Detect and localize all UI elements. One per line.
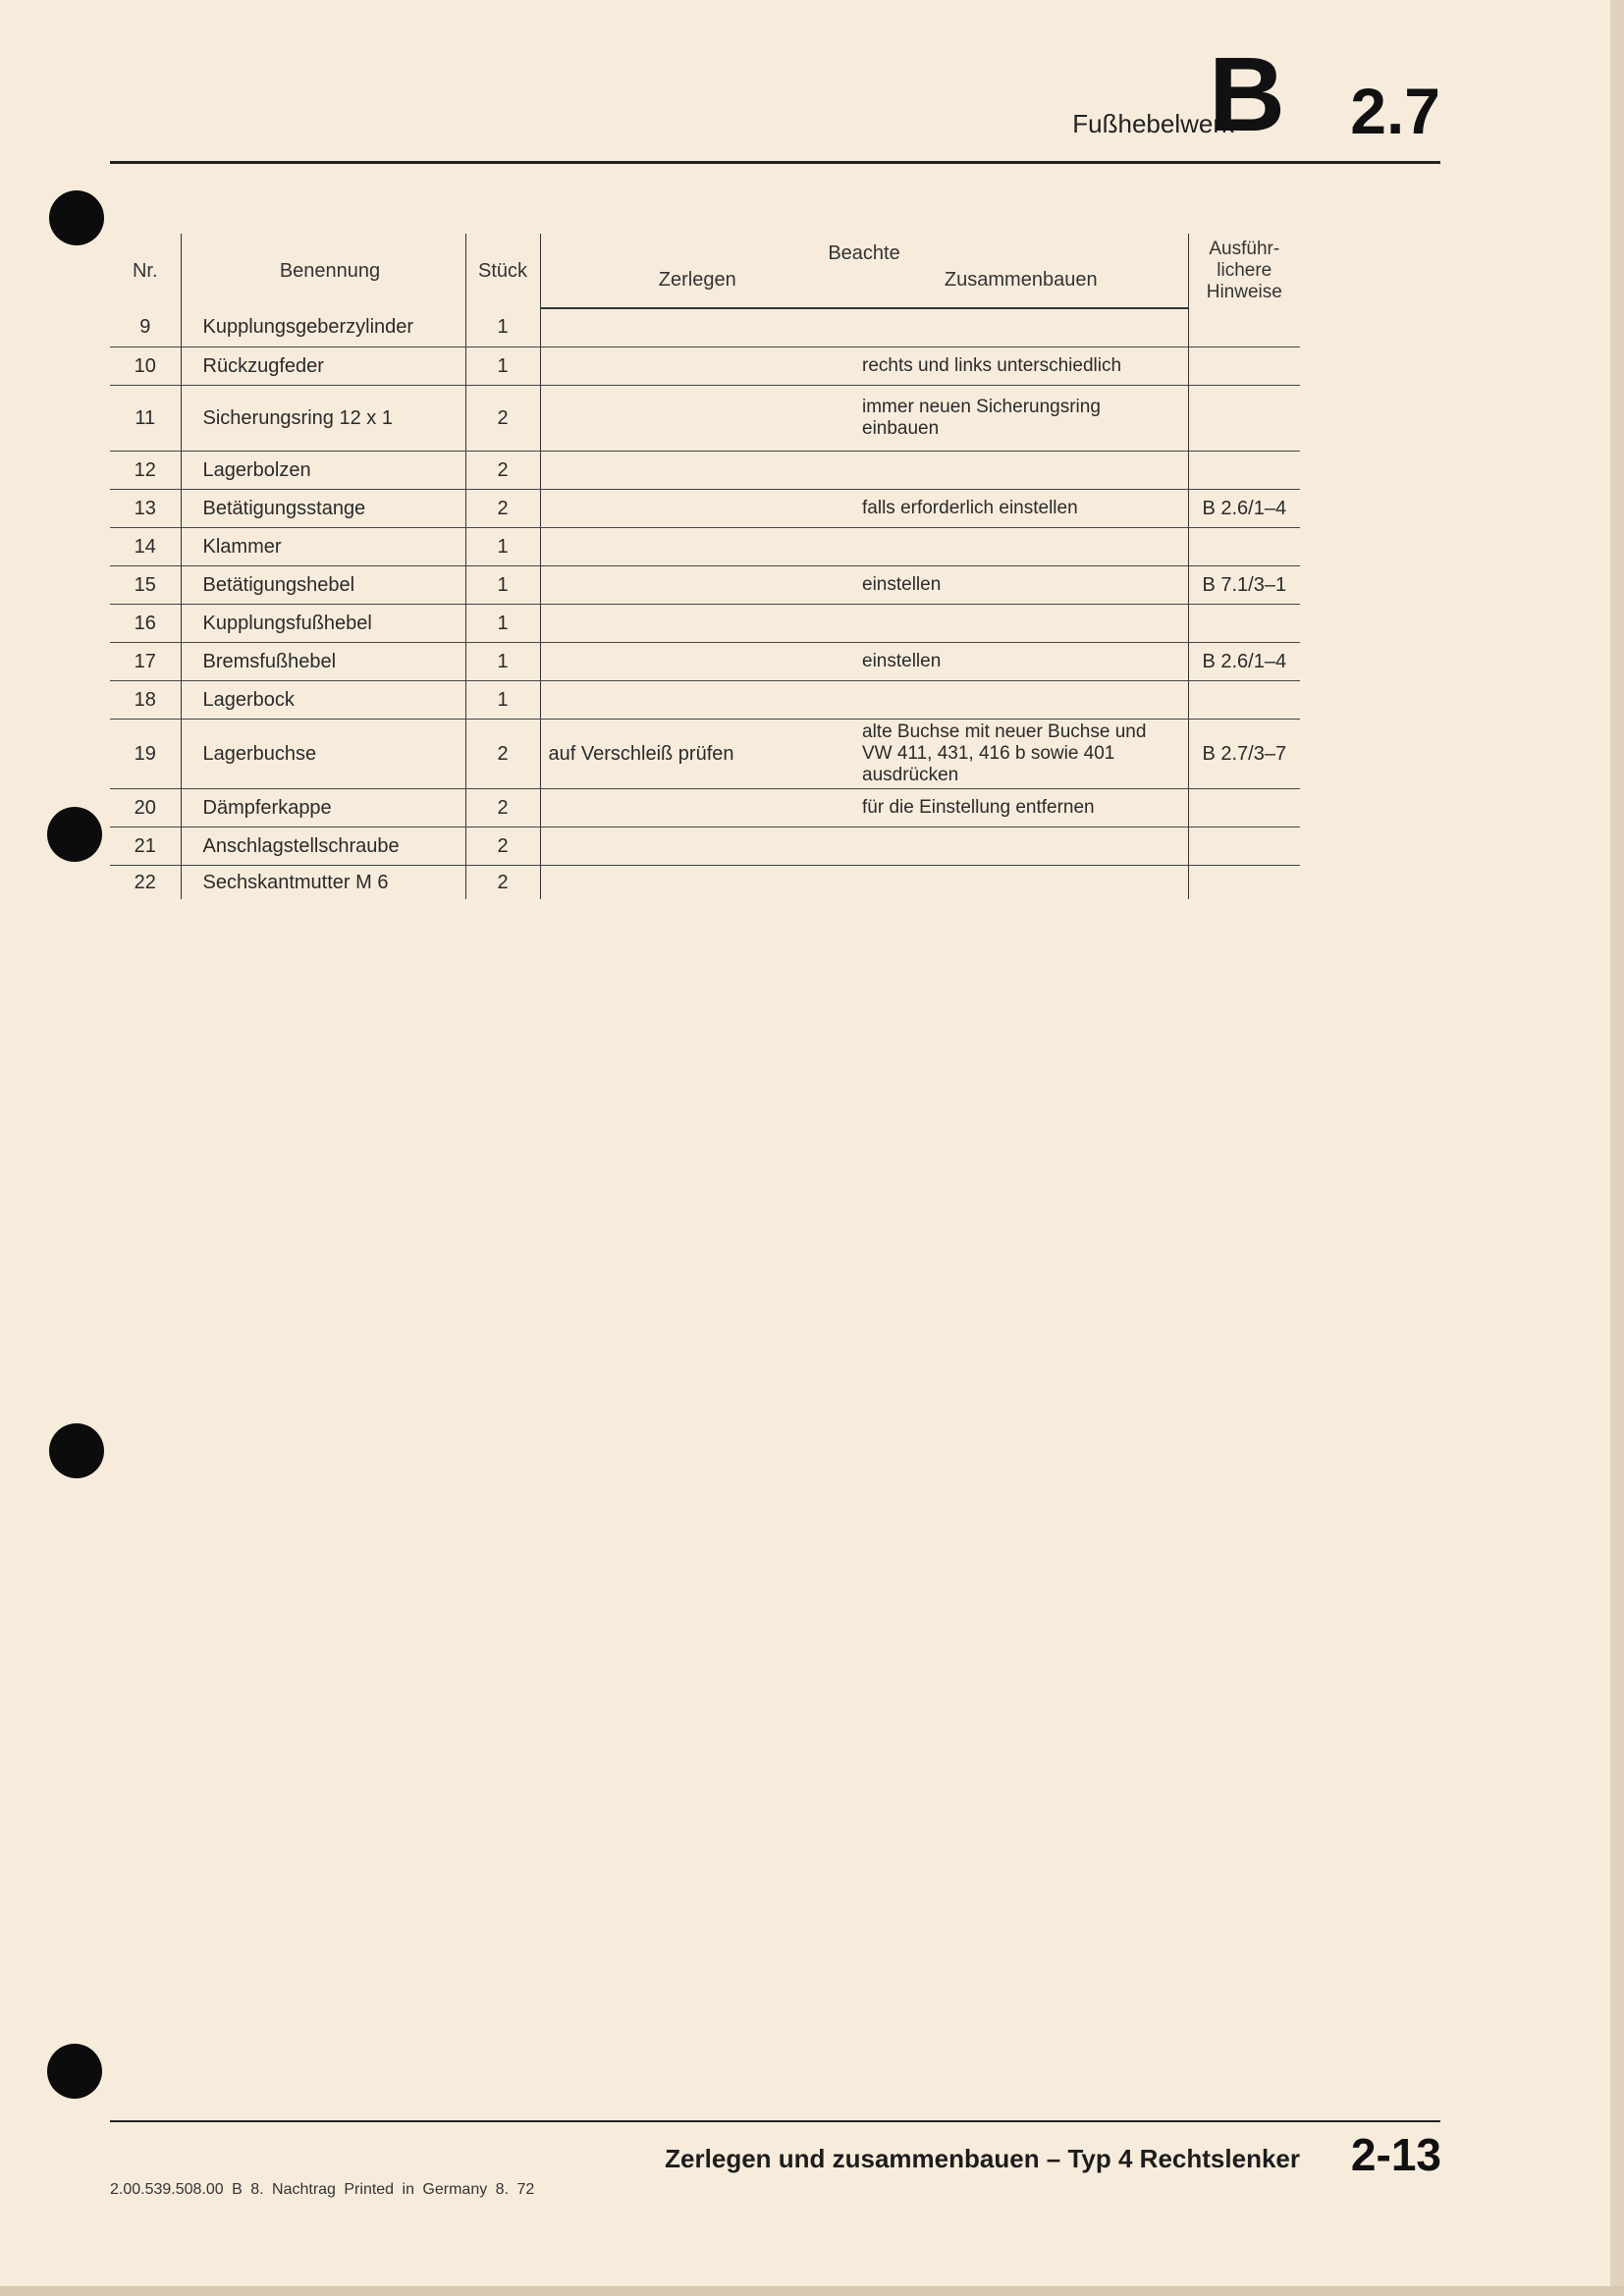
cell-qty: 2 — [465, 490, 540, 528]
cell-hinweise — [1188, 528, 1300, 566]
cell-hinweise — [1188, 681, 1300, 720]
column-header-name: Benennung — [181, 234, 465, 308]
cell-nr: 20 — [110, 789, 181, 828]
cell-nr: 13 — [110, 490, 181, 528]
cell-qty: 2 — [465, 386, 540, 452]
column-header-qty: Stück — [465, 234, 540, 308]
cell-zerlegen — [540, 452, 854, 490]
parts-table — [110, 234, 1300, 899]
cell-hinweise — [1188, 789, 1300, 828]
cell-nr: 18 — [110, 681, 181, 720]
cell-zusammenbauen — [854, 452, 1188, 490]
cell-nr: 16 — [110, 605, 181, 643]
cell-zerlegen — [540, 566, 854, 605]
table-row — [110, 452, 1300, 490]
punch-hole — [49, 190, 104, 245]
cell-hinweise — [1188, 347, 1300, 386]
cell-name: Sicherungsring 12 x 1 — [181, 386, 465, 452]
cell-nr: 19 — [110, 720, 181, 789]
footer-title: Zerlegen und zusammenbauen – Typ 4 Rechtslenker — [665, 2144, 1300, 2173]
cell-qty: 2 — [465, 789, 540, 828]
cell-name: Bremsfußhebel — [181, 643, 465, 681]
punch-hole — [49, 1423, 104, 1478]
footer-divider — [110, 2120, 1440, 2122]
cell-zerlegen: auf Verschleiß prüfen — [540, 720, 854, 789]
cell-qty: 1 — [465, 566, 540, 605]
cell-zusammenbauen — [854, 828, 1188, 866]
cell-hinweise — [1188, 866, 1300, 900]
table-row — [110, 789, 1300, 828]
cell-qty: 2 — [465, 720, 540, 789]
table-row — [110, 490, 1300, 528]
cell-hinweise: B 2.7/3–7 — [1188, 720, 1300, 789]
cell-zerlegen — [540, 828, 854, 866]
cell-name: Anschlagstellschraube — [181, 828, 465, 866]
table-row — [110, 828, 1300, 866]
table-row — [110, 528, 1300, 566]
cell-hinweise: B 2.6/1–4 — [1188, 490, 1300, 528]
table-row — [110, 566, 1300, 605]
punch-hole — [47, 807, 102, 862]
table-row — [110, 605, 1300, 643]
cell-zusammenbauen: rechts und links unterschiedlich — [854, 347, 1188, 386]
column-header-zusammenbauen: Zusammenbauen — [854, 267, 1188, 308]
cell-name: Betätigungsstange — [181, 490, 465, 528]
cell-hinweise — [1188, 386, 1300, 452]
column-header-nr: Nr. — [110, 234, 181, 308]
cell-name: Rückzugfeder — [181, 347, 465, 386]
cell-zerlegen — [540, 386, 854, 452]
cell-name: Klammer — [181, 528, 465, 566]
punch-hole — [47, 2044, 102, 2099]
print-info: 2.00.539.508.00 B 8. Nachtrag Printed in Germany 8. 72 — [110, 2181, 535, 2198]
cell-zusammenbauen — [854, 528, 1188, 566]
cell-name: Lagerbock — [181, 681, 465, 720]
column-header-hinweise: Ausführ- lichere Hinweise — [1206, 239, 1282, 302]
page-edge — [0, 2286, 1624, 2296]
cell-zerlegen — [540, 789, 854, 828]
cell-qty: 1 — [465, 681, 540, 720]
section-number: 2.7 — [1350, 75, 1440, 147]
cell-nr: 14 — [110, 528, 181, 566]
cell-zusammenbauen — [854, 681, 1188, 720]
section-letter: B — [1209, 34, 1283, 153]
cell-zusammenbauen: einstellen — [854, 566, 1188, 605]
cell-nr: 21 — [110, 828, 181, 866]
cell-qty: 1 — [465, 347, 540, 386]
cell-zusammenbauen — [854, 605, 1188, 643]
cell-zusammenbauen: einstellen — [854, 643, 1188, 681]
column-header-beachte: Beachte — [540, 234, 1188, 267]
cell-zerlegen — [540, 308, 854, 347]
cell-hinweise — [1188, 605, 1300, 643]
cell-name: Sechskantmutter M 6 — [181, 866, 465, 900]
cell-hinweise — [1188, 452, 1300, 490]
cell-zusammenbauen: immer neuen Sicherungsring einbauen — [854, 386, 1188, 452]
cell-name: Lagerbuchse — [181, 720, 465, 789]
cell-zusammenbauen: alte Buchse mit neuer Buchse und VW 411, 431, 416 b sowie 401 ausdrücken — [854, 720, 1188, 789]
header-title: Fußhebelwerk — [1072, 109, 1234, 138]
cell-hinweise: B 7.1/3–1 — [1188, 566, 1300, 605]
cell-name: Kupplungsfußhebel — [181, 605, 465, 643]
cell-zusammenbauen: falls erforderlich einstellen — [854, 490, 1188, 528]
table-row — [110, 720, 1300, 789]
cell-nr: 9 — [110, 308, 181, 347]
cell-zerlegen — [540, 681, 854, 720]
cell-qty: 1 — [465, 643, 540, 681]
table-row — [110, 386, 1300, 452]
cell-qty: 2 — [465, 866, 540, 900]
cell-hinweise — [1188, 828, 1300, 866]
cell-hinweise: B 2.6/1–4 — [1188, 643, 1300, 681]
table-row — [110, 308, 1300, 347]
cell-qty: 2 — [465, 452, 540, 490]
table-row — [110, 347, 1300, 386]
table-row — [110, 866, 1300, 900]
table-row — [110, 681, 1300, 720]
page-header — [110, 34, 1440, 164]
cell-nr: 11 — [110, 386, 181, 452]
cell-zusammenbauen — [854, 866, 1188, 900]
cell-zusammenbauen — [854, 308, 1188, 347]
cell-name: Lagerbolzen — [181, 452, 465, 490]
column-header-zerlegen: Zerlegen — [540, 267, 854, 308]
cell-zerlegen — [540, 605, 854, 643]
cell-zerlegen — [540, 528, 854, 566]
cell-zerlegen — [540, 347, 854, 386]
page-number: 2-13 — [1350, 2129, 1441, 2180]
cell-zerlegen — [540, 490, 854, 528]
table-row — [110, 643, 1300, 681]
cell-qty: 1 — [465, 308, 540, 347]
cell-nr: 22 — [110, 866, 181, 900]
cell-qty: 1 — [465, 528, 540, 566]
cell-qty: 2 — [465, 828, 540, 866]
cell-zerlegen — [540, 643, 854, 681]
cell-name: Kupplungsgeberzylinder — [181, 308, 465, 347]
page-edge — [1610, 0, 1624, 2296]
cell-qty: 1 — [465, 605, 540, 643]
cell-hinweise — [1188, 308, 1300, 347]
cell-nr: 17 — [110, 643, 181, 681]
cell-zerlegen — [540, 866, 854, 900]
cell-name: Dämpferkappe — [181, 789, 465, 828]
cell-nr: 15 — [110, 566, 181, 605]
cell-zusammenbauen: für die Einstellung entfernen — [854, 789, 1188, 828]
cell-nr: 12 — [110, 452, 181, 490]
cell-nr: 10 — [110, 347, 181, 386]
cell-name: Betätigungshebel — [181, 566, 465, 605]
